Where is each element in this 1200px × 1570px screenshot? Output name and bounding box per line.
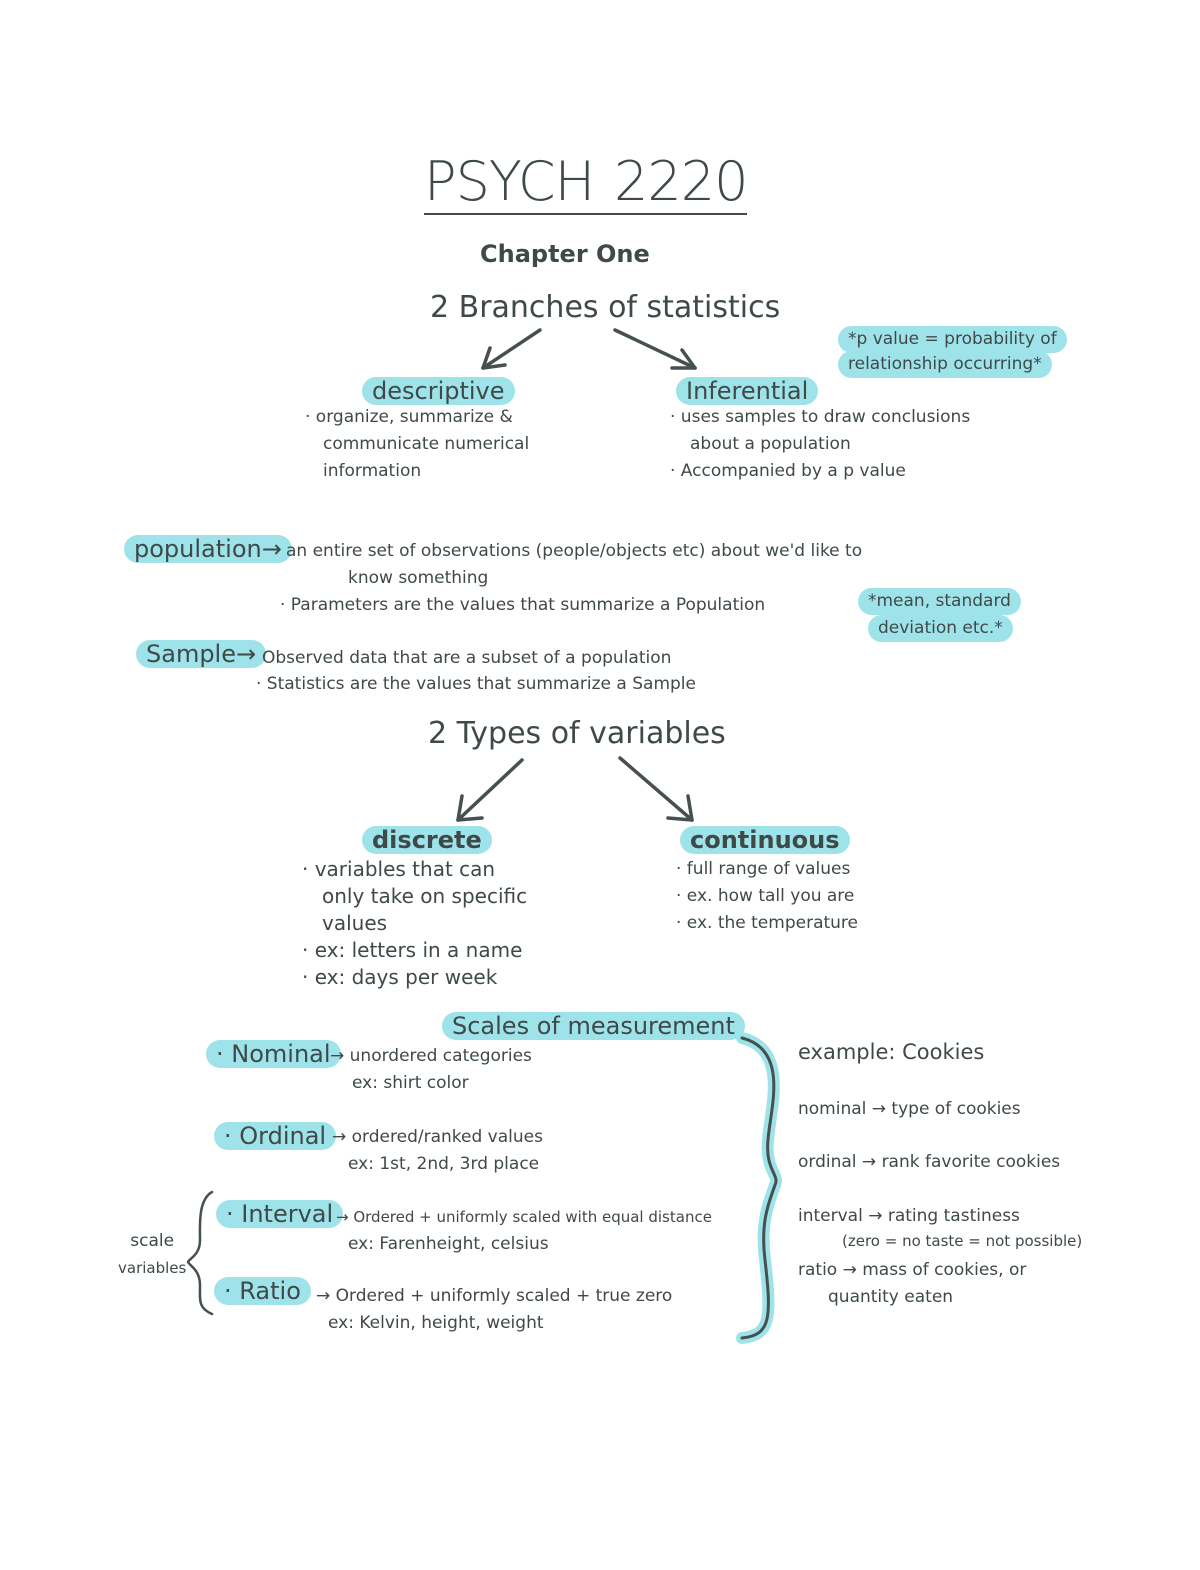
descriptive-list: · organize, summarize & communicate numerical information [305, 407, 530, 481]
population-definition-cont: know something [348, 568, 489, 588]
example-interval-note: (zero = no taste = not possible) [842, 1232, 1083, 1250]
example-title: example: Cookies [798, 1040, 985, 1064]
nominal-example: ex: shirt color [352, 1073, 469, 1093]
ordinal-label: · Ordinal [214, 1122, 336, 1150]
inferential-label: Inferential [676, 377, 818, 405]
ratio-definition: → Ordered + uniformly scaled + true zero [316, 1286, 673, 1306]
continuous-label: continuous [680, 826, 850, 854]
sample-definition: Observed data that are a subset of a population [262, 648, 672, 668]
scale-variables-label: scale variables [118, 1231, 187, 1277]
descriptive-label: descriptive [362, 377, 515, 405]
interval-definition: → Ordered + uniformly scaled with equal distance [336, 1208, 712, 1226]
statistics-note: · Statistics are the values that summarize a Sample [256, 674, 696, 694]
example-ordinal: ordinal → rank favorite cookies [798, 1152, 1061, 1172]
ordinal-definition: → ordered/ranked values [332, 1127, 543, 1147]
example-interval: interval → rating tastiness [798, 1206, 1020, 1226]
continuous-list: · full range of values · ex. how tall you are · ex. the temperature [676, 859, 858, 933]
parameters-note: · Parameters are the values that summarize a Population [280, 595, 766, 615]
population-definition: an entire set of observations (people/objects etc) about we'd like to [286, 541, 863, 561]
inferential-list: · uses samples to draw conclusions about a population · Accompanied by a p value [670, 407, 971, 481]
interval-label: · Interval [216, 1200, 343, 1228]
variables-title: 2 Types of variables [428, 716, 726, 751]
course-number: 2220 [588, 150, 747, 215]
ordinal-example: ex: 1st, 2nd, 3rd place [348, 1154, 540, 1174]
cookies-example [798, 1040, 984, 1064]
ratio-label: · Ratio [214, 1277, 311, 1305]
example-ratio-cont: quantity eaten [828, 1287, 954, 1307]
sample-label: Sample→ [136, 640, 266, 668]
discrete-label: discrete [362, 826, 492, 854]
interval-example: ex: Farenheight, celsius [348, 1234, 549, 1254]
nominal-definition: → unordered categories [330, 1046, 532, 1066]
discrete-list: · variables that can only take on specific values · ex: letters in a name · ex: days per week [302, 857, 528, 989]
course-code: PSYCH [424, 150, 628, 215]
example-ratio: ratio → mass of cookies, or [798, 1260, 1027, 1280]
example-nominal: nominal → type of cookies [798, 1099, 1021, 1119]
ratio-example: ex: Kelvin, height, weight [328, 1313, 544, 1333]
scales-title: Scales of measurement [442, 1012, 745, 1040]
population-label: population→ [124, 535, 292, 563]
nominal-label: · Nominal [206, 1040, 341, 1068]
pvalue-note: *p value = probability of relationship occurring* [838, 326, 1067, 378]
branches-title: 2 Branches of statistics [430, 290, 781, 325]
parameters-aside: *mean, standard deviation etc.* [858, 588, 1021, 642]
chapter-title: Chapter One [480, 240, 650, 268]
